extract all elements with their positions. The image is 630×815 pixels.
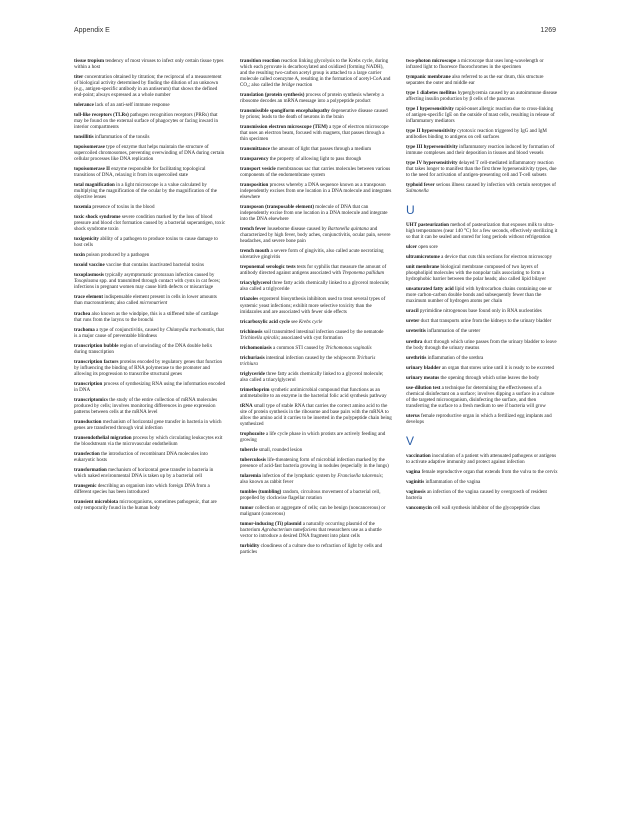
glossary-entry bbox=[74, 214, 226, 232]
glossary-term: transport vesicle bbox=[240, 166, 276, 173]
glossary-term: transposition bbox=[240, 182, 269, 189]
glossary-definition: indispensable element present in cells in lower amounts than macronutrients; also called bbox=[74, 294, 217, 307]
glossary-italic-term: Treponema pallidum bbox=[342, 270, 385, 277]
glossary-italic-term: Trichuris trichiura bbox=[240, 354, 376, 367]
glossary-definition: the property of allowing light to pass through bbox=[269, 156, 362, 163]
glossary-term: tricarboxylic acid cycle bbox=[240, 318, 290, 325]
glossary-term: tuberculosis bbox=[240, 456, 266, 463]
glossary-entry bbox=[240, 156, 392, 162]
glossary-italic-term: Krebs cycle bbox=[298, 318, 323, 325]
glossary-definition: inflammatory reaction induced by formation of immune complexes and their deposition in tissues and blood vessels bbox=[406, 144, 555, 157]
glossary-entry bbox=[74, 343, 226, 355]
glossary-entry bbox=[406, 222, 558, 240]
glossary-term: transmittance bbox=[240, 146, 270, 153]
glossary-definition: inoculation of a patient with attenuated pathogens or antigens to activate adaptive immunity and protect against infection bbox=[406, 452, 557, 465]
glossary-italic-term: micronutrient bbox=[139, 300, 168, 307]
glossary-term: trench fever bbox=[240, 226, 267, 233]
glossary-entry bbox=[240, 403, 392, 427]
glossary-entry bbox=[406, 489, 558, 501]
glossary-definition-tail: ; associated with cyst formation bbox=[278, 334, 343, 341]
glossary-definition: poison produced by a pathogen bbox=[86, 252, 150, 259]
glossary-term: trichomoniasis bbox=[240, 344, 272, 351]
glossary-definition: female reproductive organ that extends from the vulva to the cervix bbox=[421, 468, 558, 475]
glossary-entry bbox=[240, 319, 392, 325]
glossary-entry bbox=[406, 254, 558, 260]
glossary-term: transfection bbox=[74, 450, 100, 457]
glossary-definition: presence of toxins in the blood bbox=[92, 204, 155, 211]
glossary-term: typhoid fever bbox=[406, 182, 435, 189]
glossary-definition: the introduction of recombinant DNA molecules into eukaryotic hosts bbox=[74, 450, 208, 463]
glossary-entry bbox=[406, 375, 558, 381]
glossary-term: urethritis bbox=[406, 354, 427, 361]
glossary-entry bbox=[406, 264, 558, 282]
glossary-entry bbox=[74, 236, 226, 248]
glossary-term: urinary meatus bbox=[406, 374, 440, 381]
glossary-entry bbox=[406, 453, 558, 465]
glossary-definition: three fatty acids chemically linked to a glycerol molecule; also called a triacylglycerol bbox=[240, 370, 384, 383]
glossary-italic-term: Agrobacterium tumefaciens bbox=[261, 526, 318, 533]
glossary-definition: reaction linking glycolysis to the Krebs cycle, during which each pyruvate is decarboxylated and oxidized (forming NADH), and the resulting two-carbon acetyl group is attached to a large carrier molecule called coenzyme A, resulting in the formation of acetyl-CoA and CO₂; also called the bbox=[240, 58, 391, 89]
glossary-definition: the amount of light that passes through a medium bbox=[271, 146, 372, 153]
glossary-term: translation (protein synthesis) bbox=[240, 92, 305, 99]
glossary-definition: duct that transports urine from the kidneys to the urinary bladder bbox=[420, 318, 552, 325]
glossary-definition: a common STI caused by bbox=[272, 344, 326, 351]
glossary-entry bbox=[74, 359, 226, 377]
glossary-term: total magnification bbox=[74, 182, 115, 189]
glossary-definition: a naturally occurring plasmid of the bacterium bbox=[240, 520, 375, 533]
glossary-entry bbox=[74, 499, 226, 511]
glossary-definition: rapid-onset allergic reaction due to cross-linking of antigen-specific IgE on the outside of mast cells, resulting in release of inflammatory mediators bbox=[406, 106, 555, 125]
glossary-term: transendothelial migration bbox=[74, 434, 132, 441]
glossary-definition: inflammation of the tonsils bbox=[94, 134, 150, 141]
glossary-entry bbox=[74, 58, 226, 70]
glossary-term: topoisomerase II bbox=[74, 166, 111, 173]
glossary-term: turbidity bbox=[240, 542, 260, 549]
glossary-entry bbox=[240, 355, 392, 367]
glossary-definition: collection or aggregate of cells; can be benign (noncancerous) or malignant (cancerous) bbox=[240, 504, 386, 517]
glossary-definition-tail: that researchers use as a shuttle vector to introduce a desired DNA fragment into plant cells bbox=[240, 526, 382, 539]
glossary-term: tumor-inducing (Ti) plasmid bbox=[240, 520, 302, 527]
glossary-term: triazoles bbox=[240, 296, 259, 303]
glossary-entry bbox=[240, 387, 392, 399]
glossary-term: unit membrane bbox=[406, 264, 440, 271]
glossary-term: transcriptomics bbox=[74, 396, 108, 403]
glossary-definition: membranous sac that carries molecules between various components of the endomembrane system bbox=[240, 166, 391, 179]
glossary-definition: serious illness caused by infection with certain serotypes of bbox=[436, 182, 556, 189]
glossary-definition: inflammation of the ureter bbox=[427, 328, 481, 335]
glossary-entry bbox=[240, 457, 392, 469]
glossary-term: toxemia bbox=[74, 204, 92, 211]
glossary-term: transcription factors bbox=[74, 358, 119, 365]
glossary-definition: mechanism of horizontal gene transfer in bacteria in which genes are transferred through viral infection bbox=[74, 418, 222, 431]
glossary-definition: tendency of most viruses to infect only certain tissue types within a host bbox=[74, 58, 224, 71]
glossary-definition: microorganisms, sometimes pathogenic, that are only temporarily found in the human body bbox=[74, 498, 217, 511]
glossary-term: titer bbox=[74, 74, 84, 81]
glossary-entry bbox=[240, 166, 392, 178]
glossary-entry bbox=[240, 505, 392, 517]
glossary-term: trench mouth bbox=[240, 248, 270, 255]
glossary-definition: an infection of the vagina caused by overgrowth of resident bacteria bbox=[406, 488, 547, 501]
glossary-entry bbox=[74, 204, 226, 210]
glossary-definition: life-threatening form of microbial infection marked by the presence of acid-fast bacteria growing in nodules (especially in the lungs) bbox=[240, 456, 389, 469]
section-letter: U bbox=[406, 203, 415, 218]
glossary-term: vancomycin bbox=[406, 504, 432, 511]
glossary-definition: severe condition marked by the loss of blood pressure and blood clot formation caused by a bacterial superantigen, toxic shock syndrome toxin bbox=[74, 214, 226, 233]
glossary-term: vagina bbox=[406, 468, 421, 475]
glossary-entry bbox=[240, 92, 392, 104]
glossary-definition: process of synthesizing RNA using the information encoded in DNA bbox=[74, 380, 226, 393]
glossary-term: transposon (transposable element) bbox=[240, 204, 315, 211]
glossary-entry bbox=[74, 419, 226, 431]
glossary-entry bbox=[406, 318, 558, 324]
glossary-entry bbox=[74, 467, 226, 479]
glossary-definition: also known as the windpipe, this is a stiffened tube of cartilage that runs from the larynx to the bronchi bbox=[74, 310, 219, 323]
section-title: Appendix E bbox=[74, 27, 110, 34]
glossary-entry bbox=[240, 58, 392, 88]
glossary-term: trichuriasis bbox=[240, 354, 265, 361]
glossary-entry bbox=[74, 182, 226, 200]
glossary-entry bbox=[240, 204, 392, 222]
glossary-italic-term: bridge bbox=[281, 82, 295, 89]
glossary-term: transgenic bbox=[74, 482, 97, 489]
glossary-term: type II hypersensitivity bbox=[406, 128, 456, 135]
glossary-definition: louseborne disease caused by bbox=[267, 226, 328, 233]
glossary-entry bbox=[406, 106, 558, 124]
glossary-entry bbox=[406, 160, 558, 178]
glossary-term: topoisomerase bbox=[74, 144, 105, 151]
glossary-italic-term: Chlamydia trachomatis bbox=[166, 326, 214, 333]
glossary-definition: duct through which urine passes from the urinary bladder to leave the body through the urinary meatus bbox=[406, 338, 557, 351]
glossary-entry bbox=[240, 124, 392, 142]
glossary-entry bbox=[240, 182, 392, 200]
glossary-italic-term: Toxoplasma bbox=[74, 278, 99, 285]
glossary-term: trachoma bbox=[74, 326, 95, 333]
glossary-term: tympanic membrane bbox=[406, 74, 451, 81]
page-number: 1269 bbox=[540, 27, 556, 34]
glossary-definition: the study of the entire collection of mRNA molecules produced by cells; involves monitoring differences in gene expression patterns between cells at the mRNA level bbox=[74, 396, 218, 415]
glossary-term: trophozoite bbox=[240, 430, 265, 437]
glossary-term: uterus bbox=[406, 412, 420, 419]
glossary-definition-tail: ; also known as rabbit fever bbox=[240, 472, 384, 485]
glossary-entry bbox=[240, 226, 392, 244]
glossary-term: transformation bbox=[74, 466, 107, 473]
glossary-column-3 bbox=[406, 58, 558, 515]
glossary-term: ultramicrotome bbox=[406, 254, 440, 261]
glossary-term: tRNA bbox=[240, 402, 253, 409]
glossary-entry bbox=[406, 505, 558, 511]
glossary-definition: process of protein synthesis whereby a ribosome decodes an mRNA message into a polypeptide product bbox=[240, 92, 384, 105]
glossary-entry bbox=[74, 311, 226, 323]
glossary-entry bbox=[240, 489, 392, 501]
glossary-entry bbox=[240, 473, 392, 485]
glossary-definition: degenerative disease caused by prions; leads to the death of neurons in the brain bbox=[240, 108, 388, 121]
glossary-definition: intestinal infection caused by the whipworm bbox=[265, 354, 357, 361]
glossary-term: two-photon microscope bbox=[406, 58, 457, 64]
glossary-term: use-dilution test bbox=[406, 384, 441, 391]
glossary-entry bbox=[240, 329, 392, 341]
glossary-term: transcription bbox=[74, 380, 103, 387]
glossary-entry bbox=[406, 58, 558, 70]
glossary-entry bbox=[406, 128, 558, 140]
glossary-entry bbox=[406, 90, 558, 102]
glossary-definition-tail: spp. and transmitted through contact with cysts in cat feces; infections in pregnant women may cause birth defects or miscarriage bbox=[74, 278, 221, 291]
glossary-entry bbox=[240, 345, 392, 351]
glossary-entry bbox=[74, 166, 226, 178]
glossary-entry bbox=[240, 248, 392, 260]
glossary-definition-tail: , that is a major cause of preventable blindness bbox=[74, 326, 224, 339]
glossary-definition: molecule of DNA that can independently excise from one location in a DNA molecule and integrate into the DNA elsewhere bbox=[240, 204, 388, 223]
glossary-definition: small, rounded lesion bbox=[258, 446, 303, 453]
glossary-definition: a technique for determining the effectiveness of a chemical disinfectant on a surface; involves dipping a surface in a culture of the targeted microorganism, disinfecting the surface, and then transferring the surface to a fresh medium to see if bacteria will grow bbox=[406, 384, 555, 409]
glossary-definition: a device that cuts thin sections for electron microscopy bbox=[441, 254, 553, 261]
glossary-definition: in a light microscope is a value calculated by multiplying the magnification of the ocular by the magnification of the objective lenses bbox=[74, 182, 217, 201]
glossary-definition: ergosterol biosynthesis inhibitors used to treat several types of systemic yeast infections; exhibit more selective toxicity than the imidazoles and are associated with fewer side effects bbox=[240, 296, 386, 315]
glossary-entry bbox=[240, 108, 392, 120]
glossary-definition: typically asymptomatic protozoan infection caused by bbox=[105, 272, 215, 279]
glossary-definition: see bbox=[291, 318, 299, 325]
glossary-definition: concentration obtained by titration; the reciprocal of a measurement of biological activity determined by finding the dilution of an unknown (e.g., antigen-specific antibody in an antiserum) that shows the defined end-point; always expressed as a whole number bbox=[74, 74, 222, 99]
glossary-definition: a microscope that uses long-wavelength or infrared light to fluoresce fluorochromes in the specimen bbox=[406, 58, 544, 71]
glossary-term: toxoid vaccine bbox=[74, 262, 105, 269]
glossary-definition: a type of electron microscope that uses an electron beam, focused with magnets, that passes through a thin specimen bbox=[240, 124, 389, 143]
glossary-italic-term: Salmonella bbox=[406, 188, 429, 195]
page-header bbox=[74, 27, 556, 37]
glossary-term: tumor bbox=[240, 504, 254, 511]
glossary-term: ureter bbox=[406, 318, 420, 325]
glossary-term: tonsillitis bbox=[74, 134, 94, 141]
glossary-definition: female reproductive organ in which a fertilized egg implants and develops bbox=[406, 412, 552, 425]
glossary-term: ureteritis bbox=[406, 328, 426, 335]
glossary-entry bbox=[406, 355, 558, 361]
glossary-definition: ability of a pathogen to produce toxins to cause damage to host cells bbox=[74, 236, 218, 249]
glossary-definition: process by which circulating leukocytes exit the bloodstream via the microvascular endothelium bbox=[74, 434, 223, 447]
glossary-definition: enzyme responsible for facilitating topological transitions of DNA, relaxing it from its supercoiled state bbox=[74, 166, 206, 179]
glossary-entry bbox=[406, 339, 558, 351]
glossary-entry bbox=[74, 252, 226, 258]
glossary-term: UHT pasteurization bbox=[406, 222, 449, 229]
glossary-definition: cloudiness of a culture due to refraction of light by cells and particles bbox=[240, 542, 383, 555]
glossary-entry bbox=[240, 264, 392, 276]
glossary-term: trichinosis bbox=[240, 328, 263, 335]
glossary-term: tissue tropism bbox=[74, 58, 105, 64]
glossary-entry bbox=[74, 381, 226, 393]
glossary-entry bbox=[406, 308, 558, 314]
glossary-term: type 1 diabetes mellitus bbox=[406, 90, 457, 97]
glossary-term: toxic shock syndrome bbox=[74, 214, 121, 221]
glossary-term: transduction bbox=[74, 418, 102, 425]
glossary-column-2 bbox=[240, 58, 392, 559]
glossary-entry bbox=[406, 365, 558, 371]
glossary-definition: region of unwinding of the DNA double helix during transcription bbox=[74, 342, 213, 355]
glossary-definition: pyrimidine nitrogenous base found only in RNA nucleotides bbox=[419, 308, 542, 315]
glossary-term: triglyceride bbox=[240, 370, 265, 377]
glossary-term: toxin bbox=[74, 252, 85, 259]
glossary-term: tubercle bbox=[240, 446, 258, 453]
glossary-definition: lipid with hydrocarbon chains containing one or more carbon-carbon double bonds and subsequently fewer than the maximum number of hydrogen atoms per chain bbox=[406, 286, 552, 305]
glossary-entry bbox=[240, 447, 392, 453]
glossary-entry bbox=[74, 262, 226, 268]
glossary-entry bbox=[74, 451, 226, 463]
glossary-definition: cell wall synthesis inhibitor of the glycopeptide class bbox=[433, 504, 541, 511]
glossary-term: type IV hypersensitivity bbox=[406, 160, 458, 167]
glossary-term: transient microbiota bbox=[74, 498, 119, 505]
glossary-term: type III hypersensitivity bbox=[406, 144, 458, 151]
glossary-definition: type of enzyme that helps maintain the structure of supercoiled chromosomes, preventing overwinding of DNA during certain cellular processes like DNA replication bbox=[74, 144, 225, 163]
glossary-term: trace element bbox=[74, 294, 103, 301]
glossary-entry bbox=[406, 182, 558, 194]
glossary-definition: method of pasteurization that exposes milk to ultra-high temperatures (near 140 °C) for a few seconds, effectively sterilizing it so that it can be sealed and stored for long periods without refrigeration bbox=[406, 222, 558, 241]
glossary-definition-tail: and characterized by high fever, body aches, conjunctivitis, ocular pain, severe headaches, and severe bone pain bbox=[240, 226, 391, 245]
glossary-definition: delayed T cell-mediated inflammatory reaction that takes longer to manifest than the first three hypersensitivity types, due to the need for activation of antigen-presenting cell and T-cell subsets bbox=[406, 160, 557, 179]
glossary-term: transparency bbox=[240, 156, 269, 163]
glossary-entry bbox=[240, 431, 392, 443]
glossary-term: uracil bbox=[406, 308, 419, 315]
glossary-italic-term: Trichinella spiralis bbox=[240, 334, 279, 341]
glossary-column-1 bbox=[74, 58, 226, 515]
glossary-term: unsaturated fatty acid bbox=[406, 286, 454, 293]
glossary-entry bbox=[74, 102, 226, 108]
glossary-definition: hyperglycemia caused by an autoimmune disease affecting insulin production by β cells of the pancreas bbox=[406, 90, 558, 103]
glossary-definition: inflammation of the vagina bbox=[425, 478, 481, 485]
glossary-term: urinary bladder bbox=[406, 364, 441, 371]
glossary-entry bbox=[406, 328, 558, 334]
glossary-term: vaccination bbox=[406, 452, 431, 459]
glossary-definition: synthetic antimicrobial compound that functions as an antimetabolite to an enzyme in the bacterial folic acid synthesis pathway bbox=[240, 386, 387, 399]
glossary-entry bbox=[406, 413, 558, 425]
glossary-entry bbox=[240, 371, 392, 383]
glossary-definition: the opening through which urine leaves the body bbox=[440, 374, 540, 381]
glossary-term: trachea bbox=[74, 310, 91, 317]
glossary-term: toxigenicity bbox=[74, 236, 99, 243]
glossary-term: toxoplasmosis bbox=[74, 272, 105, 279]
glossary-term: transition reaction bbox=[240, 58, 280, 64]
glossary-definition: a life cycle phase in which protists are actively feeding and growing bbox=[240, 430, 386, 443]
glossary-definition: vaccine that contains inactivated bacterial toxins bbox=[105, 262, 204, 269]
glossary-definition: small type of stable RNA that carries the correct amino acid to the site of protein synthesis in the ribosome and base pairs with the mRNA to allow the amino acid it carries to be inserted in the polypeptide chain being synthesized bbox=[240, 402, 392, 427]
glossary-term: urethra bbox=[406, 338, 423, 345]
glossary-definition: a type of conjunctivitis, caused by bbox=[96, 326, 167, 333]
glossary-entry bbox=[406, 286, 558, 304]
glossary-entry bbox=[406, 144, 558, 156]
glossary-definition-tail: reaction bbox=[294, 82, 313, 89]
glossary-entry bbox=[74, 294, 226, 306]
glossary-entry bbox=[74, 483, 226, 495]
glossary-term: type I hypersensitivity bbox=[406, 106, 454, 113]
glossary-term: toll-like receptors (TLRs) bbox=[74, 112, 129, 119]
glossary-entry bbox=[74, 397, 226, 415]
glossary-definition: biological membrane composed of two layers of phospholipid molecules with the nonpolar tails associating to form a hydrophobic barrier between the polar heads; also called lipid bilayer bbox=[406, 264, 546, 283]
glossary-term: treponemal serologic tests bbox=[240, 264, 296, 271]
glossary-definition: cytotoxic reaction triggered by IgG and IgM antibodies binding to antigens on cell surfaces bbox=[406, 128, 547, 141]
glossary-definition: tests for syphilis that measure the amount of antibody directed against antigens associated with bbox=[240, 264, 387, 277]
glossary-term: transmission electron microscope (TEM) bbox=[240, 124, 328, 131]
section-letter: V bbox=[406, 433, 415, 448]
glossary-term: vaginosis bbox=[406, 488, 426, 495]
glossary-italic-term: Trichomonas vaginalis bbox=[325, 344, 372, 351]
glossary-definition: random, circuitous movement of a bacterial cell, propelled by clockwise flagellar rotation bbox=[240, 488, 381, 501]
glossary-entry bbox=[74, 272, 226, 290]
glossary-entry bbox=[240, 543, 392, 555]
glossary-definition: an organ that stores urine until it is ready to be excreted bbox=[441, 364, 555, 371]
glossary-entry bbox=[74, 435, 226, 447]
glossary-entry bbox=[240, 146, 392, 152]
glossary-term: transcription bubble bbox=[74, 342, 119, 349]
glossary-italic-term: Francisella tularensis bbox=[337, 472, 382, 479]
glossary-entry bbox=[406, 479, 558, 485]
glossary-entry bbox=[74, 74, 226, 98]
glossary-definition: also referred to as the ear drum, this structure separates the outer and middle ear bbox=[406, 74, 544, 87]
glossary-definition: lack of an anti-self immune response bbox=[95, 102, 170, 109]
glossary-entry bbox=[406, 74, 558, 86]
glossary-definition: soil transmitted intestinal infection caused by the nematode bbox=[263, 328, 384, 335]
glossary-entry bbox=[240, 521, 392, 539]
glossary-term: transmissible spongiform encephalopathy bbox=[240, 108, 330, 115]
glossary-term: tolerance bbox=[74, 102, 94, 109]
glossary-definition: infection of the lymphatic system by bbox=[262, 472, 338, 479]
glossary-term: ulcer bbox=[406, 244, 417, 251]
glossary-definition: process whereby a DNA sequence known as a transposon independently excises from one location in a DNA molecule and integrates elsewhere bbox=[240, 182, 392, 201]
glossary-definition: open sore bbox=[418, 244, 438, 251]
glossary-entry bbox=[74, 134, 226, 140]
glossary-entry bbox=[74, 144, 226, 162]
glossary-italic-term: Bartonella quintana bbox=[327, 226, 369, 233]
glossary-definition: inflammation of the urethra bbox=[427, 354, 484, 361]
glossary-entry bbox=[74, 327, 226, 339]
glossary-term: tumbles (tumbling) bbox=[240, 488, 282, 495]
glossary-term: tularemia bbox=[240, 472, 261, 479]
glossary-term: trimethoprim bbox=[240, 386, 270, 393]
glossary-entry bbox=[406, 385, 558, 409]
glossary-entry bbox=[406, 244, 558, 250]
glossary-definition: mechanism of horizontal gene transfer in bacteria in which naked environmental DNA is taken up by a bacterial cell bbox=[74, 466, 214, 479]
glossary-definition: pathogen recognition receptors (PRRs) that may be found on the external surface of phagocytes or facing inward in interior compartments bbox=[74, 112, 219, 131]
glossary-definition: a severe form of gingivitis, also called acute necrotizing ulcerative gingivitis bbox=[240, 248, 384, 261]
glossary-entry bbox=[74, 112, 226, 130]
glossary-definition: proteins encoded by regulatory genes that function by influencing the binding of RNA polymerase to the promoter and allowing its progression to transcribe structural genes bbox=[74, 358, 223, 377]
glossary-definition: three fatty acids chemically linked to a glycerol molecule; also called a triglyceride bbox=[240, 280, 390, 293]
glossary-entry bbox=[406, 469, 558, 475]
glossary-term: vaginitis bbox=[406, 478, 425, 485]
glossary-definition: describing an organism into which foreign DNA from a different species has been introduced bbox=[74, 482, 210, 495]
glossary-entry bbox=[240, 280, 392, 292]
glossary-term: triacylglycerol bbox=[240, 280, 272, 287]
glossary-entry bbox=[240, 296, 392, 314]
